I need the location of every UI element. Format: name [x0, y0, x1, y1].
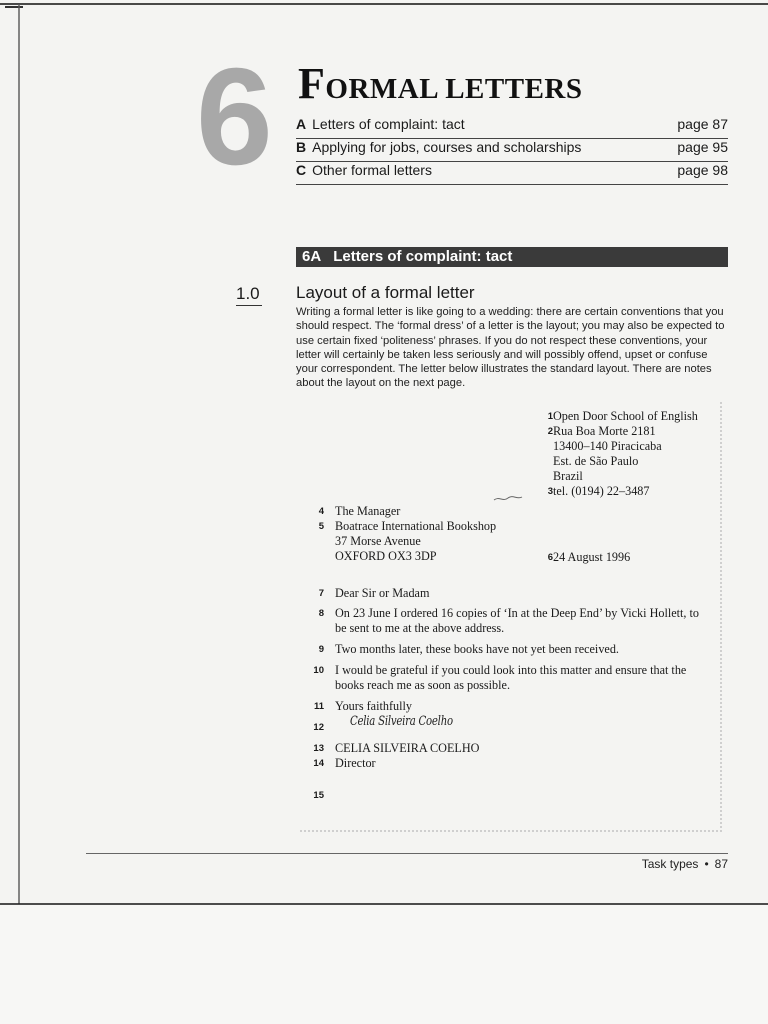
section-code: 6A	[302, 248, 322, 265]
note-number: 4	[318, 506, 324, 517]
section-title: Letters of complaint: tact	[333, 248, 513, 265]
letter-paragraph: 8 On 23 June I ordered 16 copies of ‘In at the Deep End’ by Vicki Hollett, to be sent to me at the above address.	[335, 606, 705, 636]
recipient-line: 37 Morse Avenue	[335, 534, 421, 548]
note-number: 15	[313, 790, 324, 801]
signatory-name: 13 CELIA SILVEIRA COELHO	[335, 741, 479, 756]
toc-page: page 98	[677, 162, 728, 178]
chapter-contents	[296, 116, 728, 185]
toc-text: Letters of complaint: tact	[312, 116, 465, 132]
binding-edge	[18, 4, 20, 904]
subsection-number: 1.0	[236, 284, 262, 306]
toc-letter: A	[296, 116, 307, 132]
toc-page: page 95	[677, 139, 728, 155]
footer-divider	[86, 853, 728, 854]
toc-letter: B	[296, 139, 307, 155]
sender-line: 3 tel. (0194) 22–3487	[553, 484, 649, 499]
pen-mark-icon	[493, 494, 523, 504]
section-heading-bar	[296, 247, 728, 267]
recipient-line: 5 Boatrace International Bookshop	[335, 519, 496, 534]
toc-item[interactable]	[296, 116, 728, 139]
chapter-title-initial: F	[298, 59, 326, 108]
signatory-title: 14 Director	[335, 756, 376, 771]
page-number: 87	[714, 857, 728, 871]
note-number: 3	[547, 486, 553, 497]
note-number: 2	[547, 426, 553, 437]
sender-line: 13400–140 Piracicaba	[553, 439, 662, 453]
page-footer	[600, 857, 728, 871]
letter-closing: 11 Yours faithfully	[335, 699, 412, 714]
sender-line: Est. de São Paulo	[553, 454, 639, 468]
toc-text: Applying for jobs, courses and scholarships	[312, 139, 582, 155]
recipient-line: OXFORD OX3 3DP	[335, 549, 437, 563]
sender-line: 1 Open Door School of English	[553, 409, 698, 424]
toc-page: page 87	[677, 116, 728, 132]
handwritten-signature: Celia Silveira Coelho	[350, 714, 453, 729]
sender-line: 2 Rua Boa Morte 2181	[553, 424, 656, 439]
toc-text: Other formal letters	[312, 162, 432, 178]
chapter-number: 6	[196, 40, 273, 194]
note-number: 9	[318, 644, 324, 655]
note-number: 14	[313, 758, 324, 769]
toc-item[interactable]	[296, 139, 728, 162]
scan-top-edge	[0, 3, 768, 5]
chapter-title-rest: ORMAL LETTERS	[325, 73, 583, 105]
letter-date: 6 24 August 1996	[553, 550, 630, 565]
note-number: 12	[313, 722, 324, 733]
note-number: 10	[313, 665, 324, 676]
letter-paragraph: 9 Two months later, these books have not yet been received.	[335, 642, 619, 657]
scan-corner-mark	[5, 6, 23, 8]
toc-item[interactable]	[296, 162, 728, 185]
scan-background	[0, 905, 768, 1024]
chapter-title	[298, 58, 582, 109]
toc-letter: C	[296, 162, 307, 178]
letter-paragraph: 10 I would be grateful if you could look into this matter and ensure that the books reach me as soon as possible.	[335, 663, 705, 693]
recipient-line: 4 The Manager	[335, 504, 400, 519]
note-number: 8	[318, 608, 324, 619]
footer-label: Task types	[641, 857, 699, 871]
note-number: 7	[318, 588, 324, 599]
note-number: 6	[547, 552, 553, 563]
footer-separator: •	[704, 857, 709, 871]
note-number: 1	[547, 411, 553, 422]
note-number: 11	[313, 701, 324, 712]
sender-line: Brazil	[553, 469, 583, 483]
subsection-title: Layout of a formal letter	[296, 283, 475, 302]
note-number: 5	[318, 521, 324, 532]
letter-salutation: 7 Dear Sir or Madam	[335, 586, 429, 601]
note-number: 13	[313, 743, 324, 754]
subsection-body: Writing a formal letter is like going to a wedding: there are certain conventions that you should respect. The ‘formal dress’ of a letter is the layout; you may also be expected to use certain fixed ‘politeness’ phrases. If you do not respect these conventions, your letter will certainly be taken less seriously and will possibly offend, upset or confuse your correspondent. The letter below illustrates the standard layout. There are notes about the layout on the next page.	[296, 306, 725, 390]
